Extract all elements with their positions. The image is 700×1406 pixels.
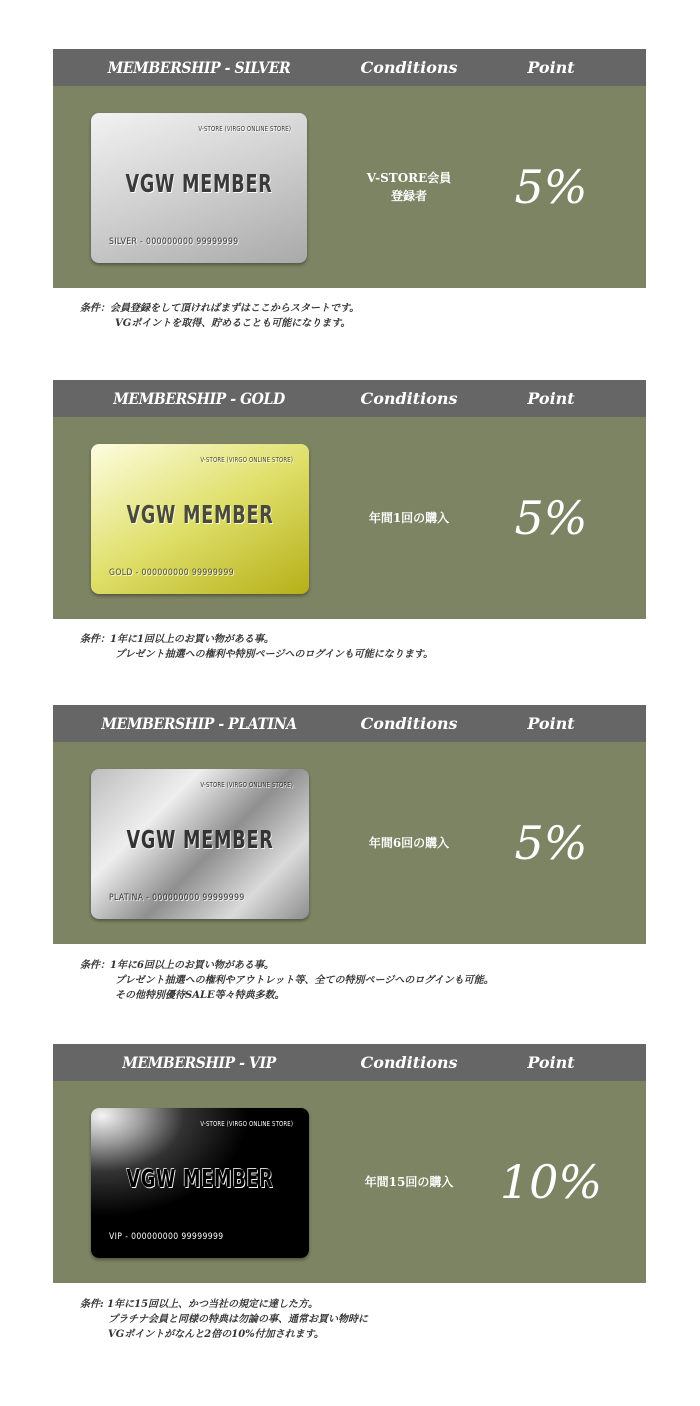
note-line: プレゼント抽選への権利やアウトレット等、全ての特別ページへのログインも可能。	[115, 975, 494, 986]
card-title: VGW MEMBER	[126, 500, 274, 529]
note-line: 条件: 1年に15回以上、かつ当社の規定に達した方。	[80, 1299, 319, 1310]
note-line: 条件：1年に1回以上のお買い物がある事。	[80, 634, 274, 645]
card-title: VGW MEMBER	[125, 169, 273, 198]
tier-name: MEMBERSHIP - SILVER	[107, 58, 291, 77]
note-line: 条件：会員登録をして頂ければまずはここからスタートです。	[80, 303, 360, 314]
membership-card-vip	[91, 1108, 309, 1258]
tier-silver	[53, 49, 646, 288]
point-header: Point	[527, 58, 575, 77]
card-store-label: V-STORE (VIRGO ONLINE STORE)	[198, 125, 291, 133]
tier-point: 5%	[514, 816, 588, 870]
tier-note-vip	[80, 1297, 640, 1342]
card-title: VGW MEMBER	[126, 1164, 274, 1193]
card-number: GOLD - 000000000 99999999	[109, 568, 235, 578]
tier-panel	[53, 86, 646, 288]
conditions-header: Conditions	[360, 1053, 458, 1072]
note-line: VGポイントがなんと2倍の10%付加されます。	[108, 1329, 324, 1340]
card-number: SILVER - 000000000 99999999	[109, 237, 239, 247]
conditions-header: Conditions	[360, 714, 458, 733]
card-store-label: V-STORE (VIRGO ONLINE STORE)	[200, 1120, 293, 1128]
tier-name: MEMBERSHIP - VIP	[122, 1053, 276, 1072]
tier-note-platina	[80, 958, 640, 1003]
tier-header	[53, 705, 646, 742]
note-line: プレゼント抽選への権利や特別ページへのログインも可能になります。	[115, 649, 434, 660]
tier-point: 5%	[514, 160, 588, 214]
tier-name: MEMBERSHIP - GOLD	[113, 389, 285, 408]
tier-condition: 年間1回の購入	[368, 511, 450, 525]
note-line: その他特別優待SALE等々特典多数。	[115, 990, 285, 1001]
tier-note-silver	[80, 301, 640, 331]
membership-card-silver	[91, 113, 307, 263]
conditions-header: Conditions	[360, 58, 458, 77]
tier-gold	[53, 380, 646, 619]
card-number: VIP - 000000000 99999999	[109, 1232, 224, 1242]
tier-header	[53, 49, 646, 86]
point-header: Point	[527, 389, 575, 408]
note-line: プラチナ会員と同様の特典は勿論の事、通常お買い物時に	[108, 1314, 368, 1325]
tier-point: 10%	[499, 1155, 603, 1209]
tier-header	[53, 380, 646, 417]
point-header: Point	[527, 1053, 575, 1072]
tier-name: MEMBERSHIP - PLATINA	[101, 714, 297, 733]
tier-panel	[53, 417, 646, 619]
point-header: Point	[527, 714, 575, 733]
tier-vip	[53, 1044, 646, 1283]
card-store-label: V-STORE (VIRGO ONLINE STORE)	[200, 456, 293, 464]
membership-card-platina	[91, 769, 309, 919]
tier-condition: 年間15回の購入	[364, 1175, 454, 1189]
conditions-header: Conditions	[360, 389, 458, 408]
note-line: 条件：1年に6回以上のお買い物がある事。	[80, 960, 274, 971]
tier-point: 5%	[514, 491, 588, 545]
card-title: VGW MEMBER	[126, 825, 274, 854]
card-number: PLATINA - 000000000 99999999	[109, 893, 245, 903]
tier-platina	[53, 705, 646, 944]
tier-panel	[53, 742, 646, 944]
card-store-label: V-STORE (VIRGO ONLINE STORE)	[200, 781, 293, 789]
note-line: VGポイントを取得、貯めることも可能になります。	[115, 318, 351, 329]
tier-header	[53, 1044, 646, 1081]
tier-note-gold	[80, 632, 640, 662]
tier-panel	[53, 1081, 646, 1283]
membership-card-gold	[91, 444, 309, 594]
tier-condition: 年間6回の購入	[368, 836, 450, 850]
tier-condition: V-STORE会員 登録者	[366, 171, 452, 203]
